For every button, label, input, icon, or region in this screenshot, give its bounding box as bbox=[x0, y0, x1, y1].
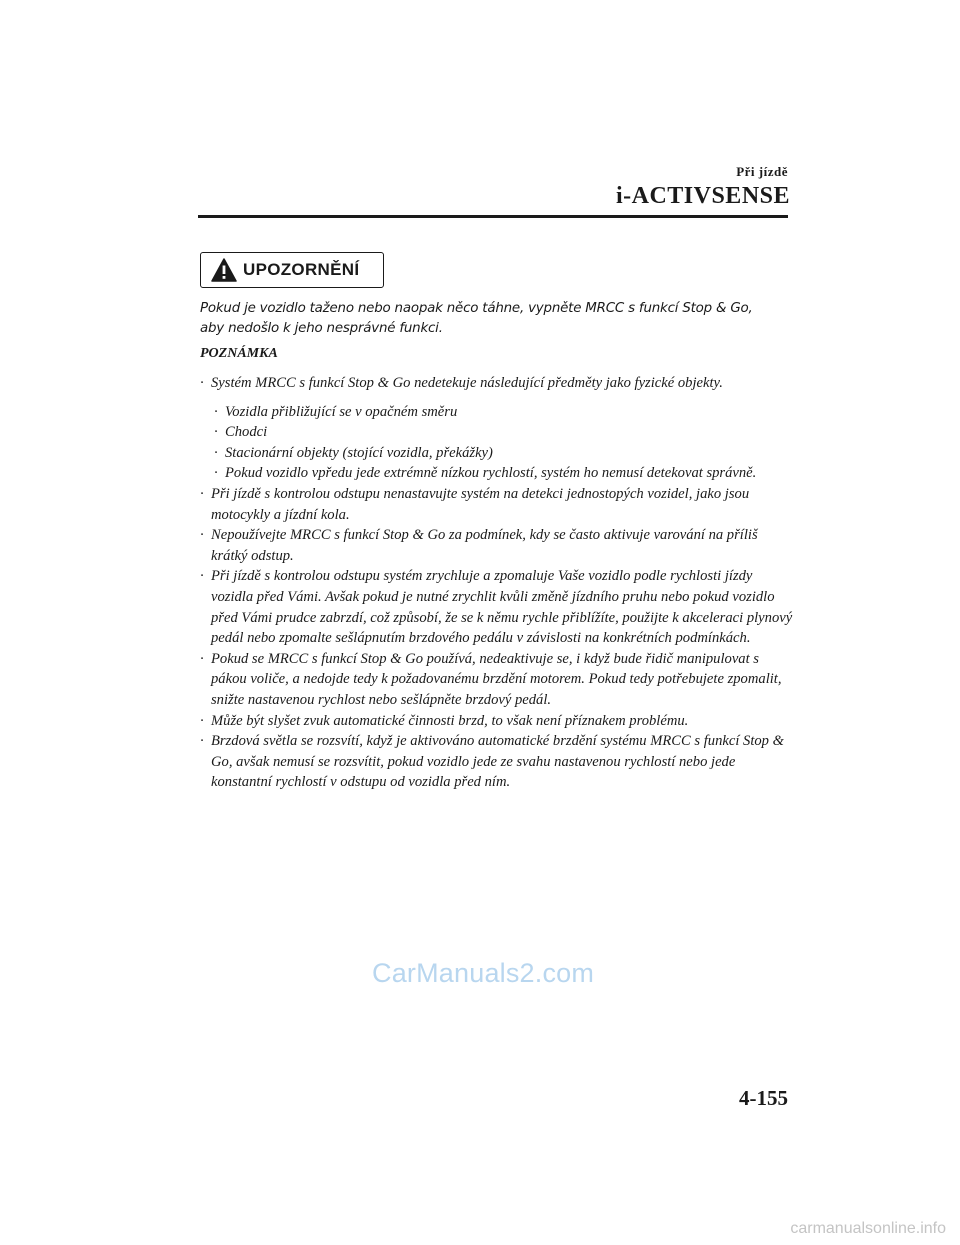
list-item: · Při jízdě s kontrolou odstupu systém zrychluje a zpomaluje Vaše vozidlo podle rychlosti jízdy vozidla před Vámi. Avšak pokud je nutné zrychlit kvůli změně jízdního pruhu nebo pokud vozidlo před Vámi prudce zabrzdí, což způsobí, že se k němu rychle přiblížíte, použijte k akceleraci plynový pedál nebo zpomalte sešlápnutím brzdového pedálu v závislosti na konkrétních podmínkách. bbox=[200, 568, 793, 647]
note-heading: POZNÁMKA bbox=[200, 346, 278, 361]
list-item: · Pokud se MRCC s funkcí Stop & Go používá, nedeaktivuje se, i když bude řidič manipulovat s pákou voliče, a nedojde tedy k požadovanému brzdění motorem. Pokud tedy potřebujete zpomalit, snižte nastavenou rychlost nebo sešlápněte brzdový pedál. bbox=[200, 650, 782, 708]
warning-title: UPOZORNĚNÍ bbox=[243, 260, 360, 279]
warning-box bbox=[200, 252, 384, 288]
list-item: · Může být slyšet zvuk automatické činnosti brzd, to však není příznakem problému. bbox=[200, 712, 689, 729]
list-item: · Pokud vozidlo vpředu jede extrémně nízkou rychlostí, systém ho nemusí detekovat správně. bbox=[214, 465, 757, 482]
note-list bbox=[200, 373, 795, 793]
list-item: · Chodci bbox=[214, 424, 268, 441]
page-title: i-ACTIVSENSE bbox=[615, 183, 790, 209]
watermark[interactable]: CarManuals2.com bbox=[372, 958, 595, 988]
footer-site[interactable]: carmanualsonline.info bbox=[790, 1220, 946, 1237]
warning-triangle-icon bbox=[211, 258, 237, 282]
list-item: · Systém MRCC s funkcí Stop & Go nedetekuje následující předměty jako fyzické objekty. bbox=[200, 375, 723, 391]
list-item: · Vozidla přibližující se v opačném směru bbox=[214, 403, 458, 420]
list-item: · Při jízdě s kontrolou odstupu nenastavujte systém na detekci jednostopých vozidel, jako jsou motocykly a jízdní kola. bbox=[200, 485, 750, 523]
list-item: · Nepoužívejte MRCC s funkcí Stop & Go za podmínek, kdy se často aktivuje varování na příliš krátký odstup. bbox=[200, 527, 758, 564]
list-item: · Brzdová světla se rozsvítí, když je aktivováno automatické brzdění systému MRCC s funkcí Stop & Go, avšak nemusí se rozsvítit, pokud vozidlo jede ze svahu nastavenou rychlostí nebo jede konstantní rychlostí v odstupu od vozidla před ním. bbox=[200, 733, 784, 791]
header-rule bbox=[198, 215, 788, 218]
list-item: · Stacionární objekty (stojící vozidla, překážky) bbox=[214, 444, 493, 461]
warning-text: Pokud je vozidlo taženo nebo naopak něco táhne, vypněte MRCC s funkcí Stop & Go, aby nedošlo k jeho nesprávné funkci. bbox=[200, 301, 753, 336]
page-number: 4-155 bbox=[739, 1086, 788, 1110]
section-label: Při jízdě bbox=[736, 164, 788, 179]
